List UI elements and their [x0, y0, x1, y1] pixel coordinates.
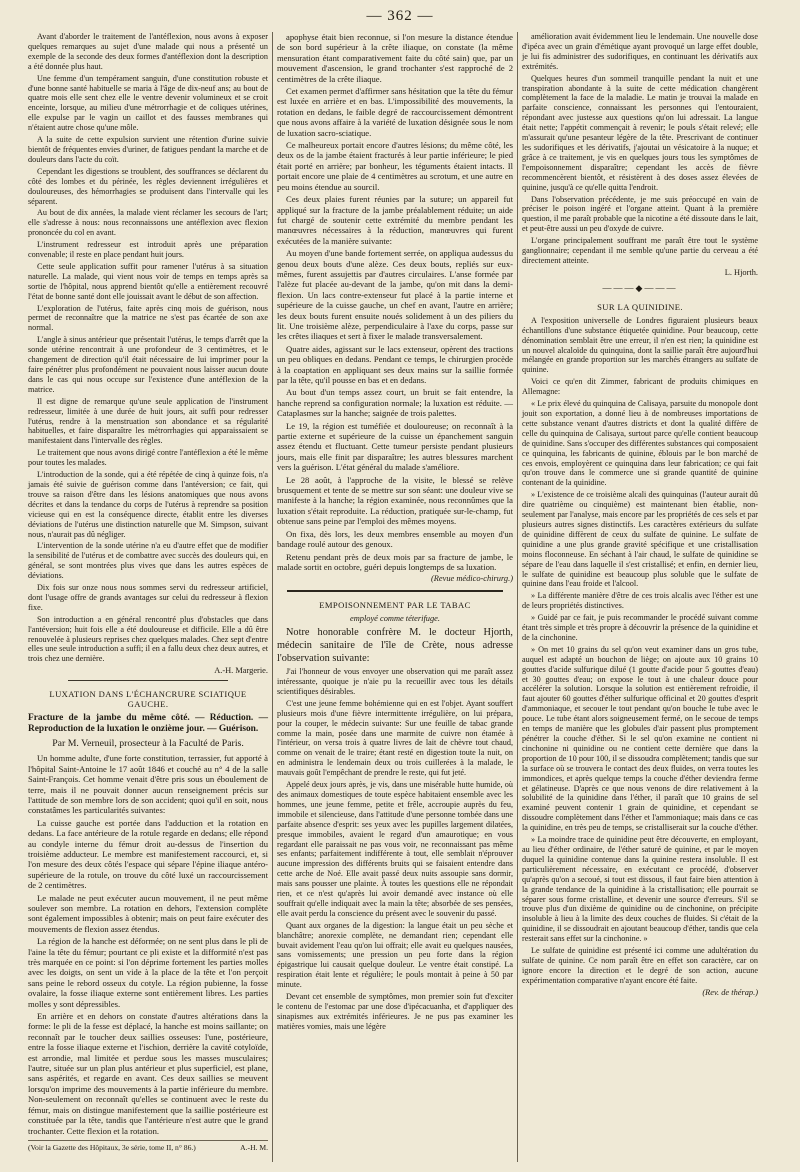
section-subtitle: employé comme téterifuge. — [350, 614, 440, 624]
column-1 — [24, 32, 272, 1162]
paragraph: Cependant les digestions se troublent, des souffrances se déclarent du côté des lombes et du périnée, les règles deviennent irrégulières et douloureuses, des hémorrhagies se produisent dans l'intervalle qui les séparent. — [28, 166, 268, 206]
paragraph: Au moyen d'une bande fortement serrée, on appliqua audessus du genou deux bouts d'une alèze. Ces deux bouts, repliés sur eux-mêmes, furent assujettis par d'autres circulaires. L'anse formée par l'alèze fut placée au-devant de la jambe, qu'on mit dans la demi-flexion. Un lacs contre-extenseur fut placé à la partie interne et supérieure de la cuisse gauche, un chef en avant, l'autre en arrière; les deux bouts furent ensuite noués solidement à un des piliers du lit. Une troisième alèze, perpendiculaire à l'axe du corps, passe sur les crêtes iliaques et sert à fixer le malade transversalement. — [277, 248, 513, 342]
observation-signature: L. Hjorth. — [724, 267, 758, 277]
quinidine-article — [522, 316, 758, 986]
paragraph: Quant aux organes de la digestion: la langue était un peu sèche et blanchâtre; anorexie complète, ne demandant rien; cependant elle buvait avidement l'eau qu'on lui offrait; elle avait eu quelques nausées, sans vomissements; une pression un peu forte dans la région épigastrique lui causait quelque douleur. Le ventre était constipé. La respiration était lente et régulière; le pouls montait à peine à 50 par minute. — [277, 920, 513, 990]
paragraph: Au bout d'un temps assez court, un bruit se fait entendre, la hanche reprend sa configuration normale; la luxation est réduite. — Cataplasmes sur la hanche; saignée de trois palettes. — [277, 387, 513, 419]
paragraph: » Guidé par ce fait, je puis recommander le procédé suivant comme étant très simple et très propre à découvrir la présence de la quinidine et de la cinchonine. — [522, 613, 758, 642]
section-title: LUXATION DANS L'ÉCHANCRURE SCIATIQUE GAUCHE. — [49, 689, 247, 710]
column-2 — [272, 32, 517, 1162]
paragraph: Ces deux plaies furent réunies par la suture; un appareil fut appliqué sur la fracture de la jambe préalablement réduite; un aide fut chargé de soutenir cette extrémité du membre pendant les manœuvres nécessaires à la réduction, manœuvres qui furent exécutées de la manière suivante: — [277, 194, 513, 246]
paragraph: apophyse était bien reconnue, si l'on mesure la distance étendue de son bord supérieur à la crête iliaque, on constate (la même mensuration étant comparativement faite du côté sain) que, par un mouvement d'ascension, le grand trochanter s'est rapproché de 2 centimètres de la crête iliaque. — [277, 32, 513, 84]
paragraph: Le sulfate de quinidine est présenté ici comme une adultération du sulfate de quinine. Ce nom paraît être en effet son caractère, car on ignore encore la direction et le degré de son action, aucune expérimentation comparative n'ayant encore été faite. — [522, 946, 758, 985]
observation-continuation — [522, 32, 758, 266]
paragraph: Il est digne de remarque qu'une seule application de l'instrument redresseur, limitée à une durée de huit jours, ait suffi pour redresser l'utérus, rendre à la menstruation son abondance et sa régularité habituelles, et faire disparaître les métrorrhagies qui apparaissaient se manifestaient dans l'intervalle des règles. — [28, 396, 268, 446]
divider — [287, 590, 503, 592]
paragraph: A l'exposition universelle de Londres figuraient plusieurs beaux échantillons d'une substance étiquetée quinidine. Pour beaucoup, cette dénomination semblait être une erreur, il n'en est rien; la quinidine est un nouvel alcaloïde du quinquina, dont la saillie paraît être aujourd'hui mélangée en grande proportion sur les marchés étrangers au sulfate de quinine. — [522, 315, 758, 375]
paragraph: Au bout de dix années, la malade vient réclamer les secours de l'art; elle s'adresse à nous: nous reconnaissons une antéflexion avec flexion prononcée du col en avant. — [28, 208, 268, 238]
paragraph: Le malade ne peut exécuter aucun mouvement, il ne peut même soulever son membre. La rotation en dehors, l'extension complète sont également impossibles à obtenir; mais on peut faire exécuter des mouvements de flexion assez étendus. — [28, 892, 268, 934]
paragraph: Dix fois sur onze nous nous sommes servi du redresseur artificiel, dont l'usage offre de grands avantages sur celui du redresseur à flexion fixe. — [28, 583, 268, 612]
paragraph: » La différente manière d'être de ces trois alcalis avec l'éther est une de leurs propriétés distinctives. — [522, 591, 758, 611]
observation-body — [277, 667, 513, 1032]
source-note: (Rev. de thérap.) — [702, 987, 758, 997]
divider — [68, 680, 228, 681]
footnote-text: (Voir la Gazette des Hôpitaux, 3e série, tome II, n° 86.) — [28, 1142, 196, 1152]
lead-paragraph — [277, 627, 513, 665]
paragraph: » La moindre trace de quinidine peut être découverte, en employant, au lieu d'éther ordinaire, de l'éther saturé de quinine, et par le moyen duquel la quinidine contenue dans la quinine restera insoluble. Il est particulièrement nécessaire, en exécutant ce procédé, d'observer qu'après qu'on a secoué, si tout est dissous, il faut faire bien attention à la grande tendance de la quinidine à la cristallisation; elle pourrait se séparer sous forme cristalline, et devenir une source d'erreurs. S'il se trouve plus d'un dixième de quinidine ou de cinchonine, on précipite insoluble à lieu à la limite des deux couches de fluides. Si c'était de la quinidine, il se dissoudrait en ajoutant beaucoup d'éther, tandis que cela resterait sans effet sur la cinchonine. » — [522, 835, 758, 944]
paragraph: C'est une jeune femme bohémienne qui en est l'objet. Ayant souffert plusieurs mois d'une fièvre intermittente irrégulière, on lui prépara, pour la couper, le médecin suivante: Sur une feuille de tabac grande comme la main, posée dans une marmite de cuivre non étamée à l'intérieur, on versa trois à quatre livres de lait de chèvre tout chaud, comme on venait de le traire; étant resté en digestion toute la nuit, on en administra le lendemain deux ou trois cuillerées à la malade, le mauvais goût l'empêchant de prendre le reste, qui fut jeté. — [277, 698, 513, 778]
paragraph: Retenu pendant près de deux mois par sa fracture de jambe, le malade sortit en octobre, guéri depuis longtemps de sa luxation. — [277, 551, 513, 572]
paragraph: Un homme adulte, d'une forte constitution, terrassier, fut apporté à l'hôpital Saint-Antoine le 17 août 1846 et couché au n° 4 de la salle Saint-François. Cet homme venait d'être pris sous un éboulement de terre, mais il ne pouvait donner aucun renseignement précis sur l'attitude de son membre lors de son accident; quoi qu'il en soit, nous constatâmes les particularités suivantes: — [28, 753, 268, 816]
section-title-quinidine: SUR LA QUINIDINE. — [597, 301, 683, 312]
paragraph: « Le prix élevé du quinquina de Calisaya, parsuite du monopole dont jouit son exportation, a donné lieu à de nombreuses importations de cette substance venant d'autres districts et dont la qualité diffère de celle du quinquina de Calisaya, surtout parce qu'elle contient beaucoup de quinidine. Sans s'occuper des différentes substances qui composaient ce quinquina, les fabricants de quinine, éblouis par le bon marché de ces envois, employèrent ce quinquina dans leur fabrication; ce qui fait qu'on trouve dans le commerce une si grande quantité de quinine contenant de la quinidine. — [522, 399, 758, 488]
paragraph: Ce malheureux portait encore d'autres lésions; du même côté, les deux os de la jambe étaient fracturés à leur partie inférieure; le pied était porté en arrière; par bonheur, les téguments étaient intacts. Il portait encore une plaie de 4 centimètres au scrotum, et une autre en peu moins étendue au sourcil. — [277, 140, 513, 192]
paragraph: L'introduction de la sonde, qui a été répétée de cinq à quinze fois, n'a jamais été suivie de guérison comme dans l'antéversion; ce fait, qui trouve sa raison d'être dans les lésions anatomiques que nous avons décrites et dans la tendance du corps de l'utérus à reprendre sa position vicieuse qui en est la conséquence directe, établit entre les diverses déviations de l'utérus une distinction naturelle que M. Simpson, suivant nous, n'aurait pas dû négliger. — [28, 470, 268, 539]
paragraph: Notre honorable confrère M. le docteur Hjorth, médecin sanitaire de l'île de Crète, nous adresse l'observation suivante: — [277, 627, 513, 664]
paragraph: L'angle à sinus antérieur que présentait l'utérus, le temps d'arrêt que la sonde utérine rencontrait à une profondeur de 3 centimètres, et le changement de direction qu'il était nécessaire de lui imprimer pour la faire pénétrer plus profondément ne pouvaient nous laisser aucun doute dans le cas qui nous occupe sur l'existence d'une antéflexion de la matrice. — [28, 335, 268, 394]
paragraph: A la suite de cette expulsion survient une rétention d'urine suivie bientôt de fréquentes envies d'uriner, de fatigues pendant la marche et de douleurs dans l'acte du coït. — [28, 135, 268, 164]
paragraph: L'intervention de la sonde utérine n'a eu d'autre effet que de modifier la sensibilité de l'utérus et de combattre avec succès des douleurs qui, en général, se sont montrées plus vives que dans les autres espèces de déviations. — [28, 541, 268, 581]
paragraph: L'exploration de l'utérus, faite après cinq mois de guérison, nous permet de reconnaître que la matrice ne s'est pas écartée de son axe normal. — [28, 303, 268, 333]
paragraph: L'organe principalement souffrant me paraît être tout le système ganglionnaire; cependant il me semble qu'une partie du cerveau a été directement atteinte. — [522, 236, 758, 265]
paragraph: Quelques heures d'un sommeil tranquille pendant la nuit et une transpiration abondante à la suite de cette médication changèrent complètement la face de la maladie. Le matin je trouvai la malade en parfaite conscience, connaissant les personnes qui l'entouraient, répondant avec justesse aux questions qu'on lui adressait. La langue était nette; l'appétit commençait à revenir; le pouls s'était relevé; elle m'assurait qu'une pesanteur légère de la tête. Prescrivant de continuer les sudorifiques et les dérivatifs, j'ajoutai un vésicatoire à la nuque; et grâce à ce traitement, je vis en quelques jours tous les symptômes de l'empoisonnement disparaître; cependant les accès de fièvre recommencèrent bientôt, et résistèrent à des doses assez élevées de quinine, jusqu'à ce qu'elle quitta l'endroit. — [522, 73, 758, 192]
intro-article — [28, 32, 268, 664]
paragraph: » On met 10 grains du sel qu'on veut examiner dans un gros tube, auquel est adapté un bouchon de liège; on ajoute aux 10 grains 10 gouttes d'acide sulfurique dilué (1 goutte d'acide pour 5 gouttes d'eau) et 30 gouttes d'eau; on expose le tout à une chaleur douce pour accélérer la solution. Lorsque la solution est entièrement refroidie, il faut ajouter 60 gouttes d'éther sulfurique officinal et 20 gouttes d'esprit d'ammoniaque, et secouer le tout pendant qu'on bouche le tube avec le pouce. Le tube étant alors soigneusement fermé, on le secoue de temps en temps de manière que les globules d'air passent plus promptement pénétrer la couche d'éther. Si le sel qu'on examine ne contient ni cinchonine ni quinidine ou ne contient cette dernière que dans la proportion de 10 pour 100, il se dissoudra complètement; tandis que sur la surface où se trouvera le contact des deux fluides, on verra toutes les immondices, et après quelque temps la couche d'éther deviendra ferme et gélatineuse. D'après ce que nous venons de dire relativement à la solubilité de la quinidine dans l'éther, il paraît que 10 grains de sel examiné peuvent contenir 1 grain de quinidine, et cependant se dissoudre complètement dans l'éther et l'ammoniaque; mais dans ce cas la quinidine, en très peu de temps, se cristalliserait sur la couche d'éther. — [522, 644, 758, 833]
article-continuation — [277, 32, 513, 572]
intro-signature: A.-H. Margerie. — [214, 666, 268, 676]
paragraph: Le 19, la région est tuméfiée et douloureuse; on reconnaît à la partie externe et supérieure de la cuisse un épanchement sanguin assez étendu et fluctuant. Cette tumeur persiste pendant plusieurs jours, mais elle finit par disparaître; les autres blessures marchent vers la guérison. L'état général du malade s'améliore. — [277, 420, 513, 473]
paragraph: Une femme d'un tempérament sanguin, d'une constitution robuste et d'une bonne santé habituelle se maria à l'âge de dix-neuf ans; au bout de quatre mois elle sent chez elle le ventre devenir volumineux et se croit enceinte, lorsque, au milieu d'une métrorrhagie et de coliques utérines, elle expulse par le vagin un caillot et des fausses membranes qui n'étaient autre chose qu'une môle. — [28, 73, 268, 133]
paragraph: Dans l'observation précédente, je me suis préoccupé en vain de préciser le poison ingéré et l'organe atteint. Quant à la première question, il me paraît probable que la nicotine a été dissoute dans le lait, et peut-être aussi un peu d'oxyde de cuivre. — [522, 194, 758, 234]
paragraph: Avant d'aborder le traitement de l'antéflexion, nous avons à exposer quelques remarques au sujet d'une malade qui nous a présenté un exemple de la seconde des deux formes d'antéflexion dont la description a été donnée plus haut. — [28, 32, 268, 71]
source-note: (Revue médico-chirurg.) — [430, 574, 513, 584]
byline: Par M. Verneuil, prosecteur à la Faculté de Paris. — [52, 738, 244, 750]
paragraph: Le traitement que nous avons dirigé contre l'antéflexion a été le même pour toutes les malades. — [28, 448, 268, 468]
paragraph: Son introduction a en général rencontré plus d'obstacles que dans l'antéversion; huit fois elle a été douloureuse et difficile. Elle a dû être renouvelée à plusieurs reprises chez quelques malades. Chez sept d'entre elles une seule introduction a suffi; il en a fallu deux chez deux autres, et trois chez une dernière. — [28, 614, 268, 664]
footnote-signature: A.-H. M. — [240, 1142, 268, 1152]
article-body — [28, 753, 268, 1136]
paragraph: La région de la hanche est déformée; on ne sent plus dans le pli de l'aine la tête du fémur; pourtant ce pli existe et la difformité n'est pas très marquée en ce point: si l'on déprime fortement les parties molles avec les doigts, on sent un vide à la place de la tête et l'on perçoit sans peine le rebord osseux du cotyle. La région pubienne, la fosse ovalaire, la fosse iliaque externe sont entièrement libres. Les parties molles y sont dépressibles. — [28, 936, 268, 1009]
paragraph: Cet examen permet d'affirmer sans hésitation que la tête du fémur est luxée en arrière et en bas. L'impossibilité des mouvements, la rotation en dedans, le faible degré de raccourcissement démontrent que nous avons affaire à la variété de luxation désignée sous le nom de luxation sacro-sciatique. — [277, 86, 513, 138]
paragraph: Appelé deux jours après, je vis, dans une misérable hutte humide, où des animaux domestiques de toute espèce habitaient ensemble avec les hommes, une jeune femme, petite et frêle, accroupie auprès du feu, immobile et silencieuse, dans l'attitude d'une personne tombée dans une parfaite absence d'esprit: ses yeux avec les pupilles largement dilatées, presque immobiles, avaient le regard d'un amaurotique; en vous regardant elle paraissait ne pas vous voir, ne reconnaissant pas même ses enfants; parfaitement indifférente à tout, elle semblait n'éprouver aucune impression des différents bruits qui se faisaient entendre dans cette arche de Noé. Elle avait passé deux nuits assoupie sans dormir, mais sans pousser une plainte. À toutes les questions elle ne répondait rien, et ce n'est qu'après lui avoir demandé avec instance où elle souffrait qu'elle indiquait avec la main la tête; absorbée de ses pensées, elle avait perdu la conscience du présent avec le souvenir du passé. — [277, 780, 513, 918]
paragraph: amélioration avait évidemment lieu le lendemain. Une nouvelle dose d'ipéca avec un grain d'émétique ayant provoqué un large effet double, je lui fis administrer des sudorifiques, en continuant les dérivatifs aux extrémités. — [522, 32, 758, 71]
divider-ornament: ———◆——— — [602, 282, 678, 293]
paragraph: Le 28 août, à l'approche de la visite, le blessé se relève brusquement et tente de se mettre sur son séant: une douleur vive se manifeste à la hanche; la région examinée, nous reconnûmes que la luxation s'était reproduite. La réduction, pratiquée sur-le-champ, fut obtenue sans peine par l'emploi des mêmes moyens. — [277, 474, 513, 527]
page-number: — 362 — — [366, 8, 434, 24]
section-title-tabac: EMPOISONNEMENT PAR LE TABAC — [319, 600, 471, 611]
paragraph: L'instrument redresseur est introduit après une préparation convenable; il reste en place pendant huit jours. — [28, 240, 268, 260]
paragraph: On fixa, dès lors, les deux membres ensemble au moyen d'un bandage roulé autour des genoux. — [277, 528, 513, 550]
column-3 — [517, 32, 762, 1162]
article-heading: Fracture de la jambe du même côté. — Réduction. — Reproduction de la luxation le onzième jour. — Guérison. — [28, 713, 268, 735]
paragraph: Cette seule application suffit pour ramener l'utérus à sa situation naturelle. La malade, qui vient nous voir de temps en temps après sa sortie de l'hôpital, nous apprend bientôt qu'elle a entièrement recouvré l'état de bonne santé dont elle jouissait avant le début de son affection. — [28, 261, 268, 301]
paragraph: » L'existence de ce troisième alcali des quinquinas (l'auteur aurait dû dire quatrième ou cinquième) est maintenant bien établie, non-seulement par l'analyse, mais encore par les propriétés de ces sels et par plusieurs autres signes distinctifs. Les caractères extérieurs du sulfate de quinidine diffèrent de ceux du sulfate de quinine. Le sulfate de quinidine a une plus grande gravité spécifique et une cristallisation moins floconneuse. En séchant à l'air chaud, le sulfate de quinidine se sépare de l'eau dans laquelle il s'est cristallisé; et enfin, en dernier lieu, le sulfate de quinidine est beaucoup plus soluble que le sulfate de quinine dans l'eau froide et l'alcool. — [522, 490, 758, 589]
paragraph: Devant cet ensemble de symptômes, mon premier soin fut d'exciter le contenu de l'estomac par une dose d'ipécacuanha, et d'appliquer des sinapismes aux extrémités inférieures. Je ne pus pas examiner les matières vomies, mais une légère — [277, 992, 513, 1031]
paragraph: La cuisse gauche est portée dans l'adduction et la rotation en dedans. La face antérieure de la rotule regarde en dedans; elle répond au condyle interne du fémur droit au-dessus de l'insertion du troisième adducteur. Le membre est manifestement raccourci, et, si l'on mesure des deux côtés l'espace qui sépare l'épine iliaque antéro-supérieure de la rotule, on trouve du côté luxé un raccourcissement de 2 centimètres. — [28, 817, 268, 891]
paragraph: Quatre aides, agissant sur le lacs extenseur, opèrent des tractions un peu obliques en dedans. Pendant ce temps, le chirurgien procède à la coaptation en appliquant ses deux mains sur la saillie formée par la tête, qu'il pousse en bas et en dedans. — [277, 343, 513, 385]
paragraph: J'ai l'honneur de vous envoyer une observation qui me paraît assez intéressante, quoique je n'aie pu la recueillir avec tous les détails scientifiques désirables. — [277, 667, 513, 696]
footnote — [28, 1140, 268, 1152]
paragraph: Voici ce qu'en dit Zimmer, fabricant de produits chimiques en Allemagne: — [522, 377, 758, 397]
paragraph: En arrière et en dehors on constate d'autres altérations dans la forme: le pli de la fesse est déplacé, la hanche est moins saillante; on reconnaît par le toucher deux saillies osseuses: l'une, postérieure, entre la fosse iliaque externe et l'ischion, derrière la cavité cotyloïde, est arrondie, mal limitée et perdue sous les masses musculaires; l'autre, située sur un plan plus antérieur et plus superficiel, est plane, sans aspérités, et regarde en avant. Ces deux saillies se meuvent lorsqu'on imprime des mouvements à la partie inférieure du membre. Non-seulement on reconnaît qu'elles se continuent avec le reste du fémur, mais on distingue manifestement que la saillie postérieure est constituée par la tête, tandis que l'antérieure n'est autre que le grand trochanter. Cette flexion et la rotation. — [28, 1011, 268, 1136]
columns — [24, 32, 784, 1162]
